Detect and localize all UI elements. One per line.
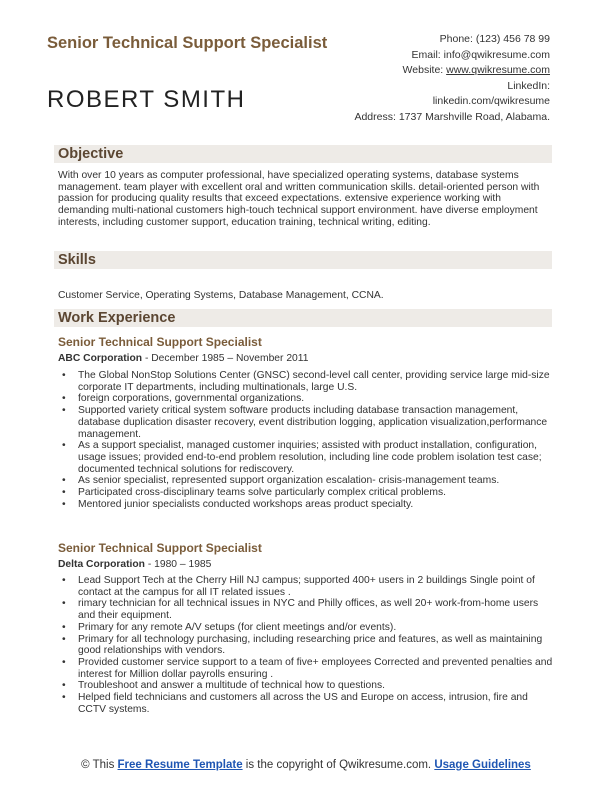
objective-heading: Objective [58,146,124,162]
list-item: • Provided customer service support to a team of five+ employees Corrected and prevented penalties and interest for Million dollar payrolls ensuring . [58,657,558,680]
list-item: • Helped field technicians and customers all across the US and Europe on access, intrusion, fire and CCTV systems. [58,692,558,715]
list-item: • The Global NonStop Solutions Center (GNSC) second-level call center, providing service large mid-size corporate IT departments, including multinationals, large U.S. [58,370,558,393]
website-link[interactable]: www.qwikresume.com [446,64,550,77]
list-item: • rimary technician for all technical issues in NYC and Philly offices, as well 20+ work-from-home users and their equipment. [58,598,558,621]
job-2-company: Delta Corporation - 1980 – 1985 [58,559,212,570]
skills-text: Customer Service, Operating Systems, Database Management, CCNA. [58,290,384,301]
work-section-header [54,309,552,327]
contact-phone: Phone: (123) 456 78 99 [439,33,550,45]
work-heading: Work Experience [58,310,176,326]
usage-guidelines-link[interactable]: Usage Guidelines [434,759,531,771]
list-item: • Primary for any remote A/V setups (for client meetings and/or events). [58,622,558,634]
objective-section-header [54,145,552,163]
list-item: • Participated cross-disciplinary teams solve particularly complex critical problems. [58,487,558,499]
job-1-title: Senior Technical Support Specialist [58,335,262,349]
contact-email: Email: info@qwikresume.com [411,48,550,61]
list-item: • Lead Support Tech at the Cherry Hill NJ campus; supported 400+ users in 2 buildings Single point of contact at the campus for all IT related issues . [58,575,558,598]
skills-heading: Skills [58,252,96,268]
list-item: • As a support specialist, managed customer inquiries; assisted with product installation, configuration, usage issues; provided end-to-end problem resolution, including line code problem isolation test case; documented technical solutions for rediscovery. [58,440,558,475]
job-1-company: ABC Corporation - December 1985 – November 2011 [58,353,309,364]
contact-linkedin-label: LinkedIn: [507,79,550,92]
contact-website: Website: www.qwikresume.com [402,64,550,77]
objective-text: With over 10 years as computer professional, have specialized operating systems, database systems management. team player with excellent oral and written communication skills. detail-oriented person with passion for producing quality results that exceed expectations. extensive experience working with demanding multi-national customers high-touch technical support environment. have diverse employment interests, including customer support, education training, technical writing, editing. [58,170,540,228]
list-item: • As senior specialist, represented support organization escalation- crisis-management teams. [58,475,558,487]
job-1-bullets [58,370,558,510]
list-item: • Troubleshoot and answer a multitude of technical how to questions. [58,680,558,692]
job-2-title: Senior Technical Support Specialist [58,541,262,555]
contact-block [320,32,550,126]
job-2-bullets [58,575,558,715]
footer: © This Free Resume Template is the copyright of Qwikresume.com. Usage Guidelines [81,759,531,771]
list-item: • Supported variety critical system software products including database transaction management, database duplication disaster recovery, event distribution logging, application visualization,performance management. [58,405,558,440]
skills-section-header [54,251,552,269]
candidate-name: ROBERT SMITH [47,86,246,113]
contact-address: Address: 1737 Marshville Road, Alabama. [354,110,550,123]
list-item: • Primary for all technology purchasing, including researching price and features, as well as maintaining good relationships with vendors. [58,634,558,657]
job-title: Senior Technical Support Specialist [47,34,328,52]
free-resume-template-link[interactable]: Free Resume Template [117,759,243,771]
list-item: • Mentored junior specialists conducted workshops areas product specialty. [58,499,558,511]
list-item: • foreign corporations, governmental organizations. [58,393,558,405]
contact-linkedin: linkedin.com/qwikresume [432,95,550,108]
